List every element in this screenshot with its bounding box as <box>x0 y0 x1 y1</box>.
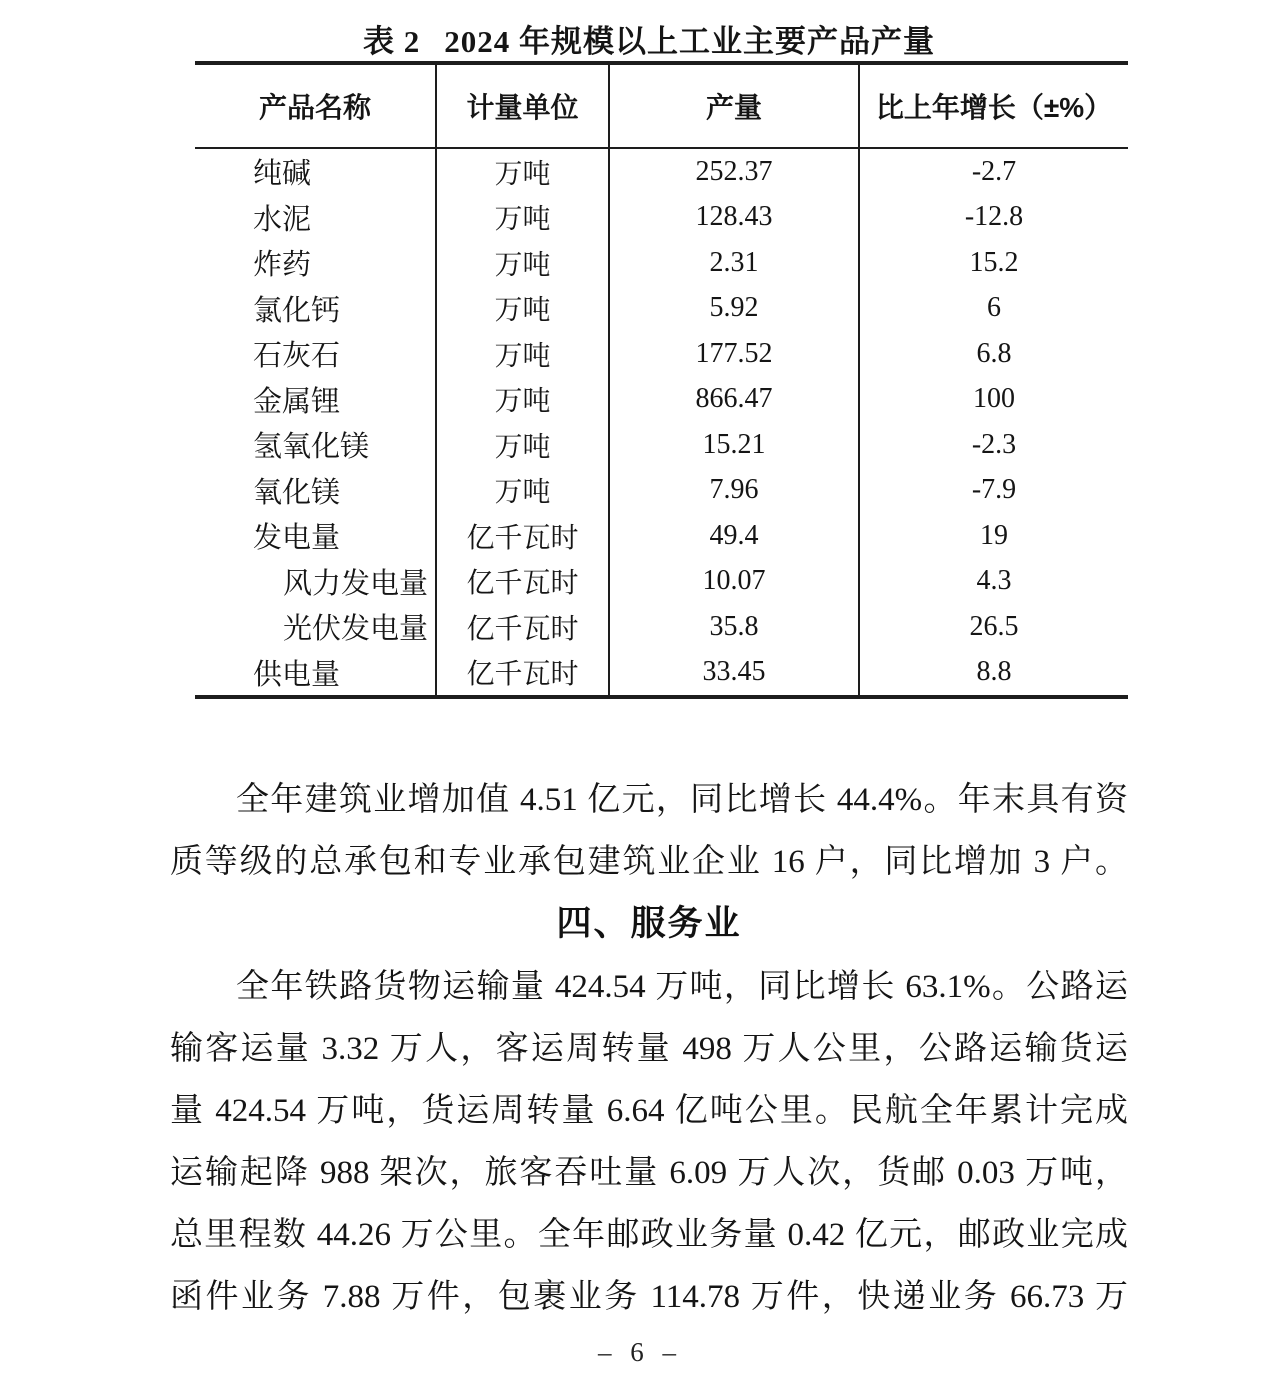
text-line: 总里程数 44.26 万公里。全年邮政业务量 0.42 亿元，邮政业完成 <box>170 1217 1128 1253</box>
growth-value: 6.8 <box>976 337 1012 369</box>
text-line: 输客运量 3.32 万人，客运周转量 498 万人公里，公路运输货运 <box>170 1031 1128 1067</box>
product-name: 氯化钙 <box>195 286 437 332</box>
output-value: 866.47 <box>610 377 860 423</box>
output-value: 252.37 <box>610 149 860 195</box>
product-name: 纯碱 <box>195 149 437 195</box>
table-row <box>195 195 1128 241</box>
paragraph-construction <box>170 769 1128 893</box>
growth-value: 4.3 <box>976 565 1012 597</box>
product-name: 石灰石 <box>195 331 437 377</box>
output-value: 15.21 <box>610 422 860 468</box>
paragraph-services <box>170 956 1128 1328</box>
product-name: 炸药 <box>195 240 437 286</box>
unit: 万吨 <box>437 468 610 514</box>
output-value: 49.4 <box>610 513 860 559</box>
output-value: 7.96 <box>610 468 860 514</box>
table-row <box>195 240 1128 286</box>
output-value: 128.43 <box>610 195 860 241</box>
table-row <box>195 286 1128 332</box>
text-line: 运输起降 988 架次，旅客吞吐量 6.09 万人次，货邮 0.03 万吨， <box>170 1155 1128 1191</box>
unit: 万吨 <box>437 240 610 286</box>
growth-value: -2.3 <box>971 428 1017 460</box>
output-value: 33.45 <box>610 650 860 696</box>
product-name: 发电量 <box>195 513 437 559</box>
growth-value: 26.5 <box>969 610 1019 642</box>
growth-value: 19 <box>980 519 1008 551</box>
table-row <box>195 604 1128 650</box>
text-line: 函件业务 7.88 万件，包裹业务 114.78 万件，快递业务 66.73 万 <box>170 1279 1128 1315</box>
section-heading-services: 四、服务业 <box>556 904 742 943</box>
table-body <box>195 149 1128 695</box>
text-line: 全年铁路货物运输量 424.54 万吨，同比增长 63.1%。公路运 <box>236 969 1128 1005</box>
product-name: 金属锂 <box>195 377 437 423</box>
table-row <box>195 422 1128 468</box>
text-line: 质等级的总承包和专业承包建筑业企业 16 户，同比增加 3 户。 <box>170 844 1128 880</box>
unit: 万吨 <box>437 377 610 423</box>
page-number: – 6 – <box>598 1337 682 1367</box>
text-line: 全年建筑业增加值 4.51 亿元，同比增长 44.4%。年末具有资 <box>236 782 1128 818</box>
table-row <box>195 650 1128 696</box>
table-header-row <box>195 65 1128 149</box>
unit: 万吨 <box>437 331 610 377</box>
table-row <box>195 559 1128 605</box>
table-row <box>195 331 1128 377</box>
header-product-name: 产品名称 <box>195 65 437 147</box>
unit: 亿千瓦时 <box>437 513 610 559</box>
product-name: 水泥 <box>195 195 437 241</box>
product-name: 氧化镁 <box>195 468 437 514</box>
product-name: 氢氧化镁 <box>195 422 437 468</box>
output-value: 5.92 <box>610 286 860 332</box>
table-row <box>195 377 1128 423</box>
header-output: 产量 <box>610 65 860 147</box>
output-value: 177.52 <box>610 331 860 377</box>
header-growth: 比上年增长（±%） <box>875 92 1113 123</box>
unit: 万吨 <box>437 286 610 332</box>
production-table <box>195 61 1128 699</box>
output-value: 10.07 <box>610 559 860 605</box>
growth-value: 100 <box>973 383 1015 415</box>
table-title <box>170 16 1128 61</box>
table-row <box>195 468 1128 514</box>
unit: 亿千瓦时 <box>437 604 610 650</box>
unit: 亿千瓦时 <box>437 559 610 605</box>
text-line: 量 424.54 万吨，货运周转量 6.64 亿吨公里。民航全年累计完成 <box>170 1093 1128 1129</box>
output-value: 2.31 <box>610 240 860 286</box>
table-row <box>195 149 1128 195</box>
table-number-label: 表 2 <box>363 24 421 59</box>
unit: 万吨 <box>437 422 610 468</box>
growth-value: -2.7 <box>971 155 1017 187</box>
table-title-text: 2024 年规模以上工业主要产品产量 <box>444 24 935 59</box>
growth-value: -12.8 <box>964 201 1024 233</box>
header-unit: 计量单位 <box>437 65 610 147</box>
table-row <box>195 513 1128 559</box>
growth-value: 15.2 <box>969 246 1019 278</box>
growth-value: -7.9 <box>971 474 1017 506</box>
unit: 万吨 <box>437 195 610 241</box>
product-name: 光伏发电量 <box>195 604 437 650</box>
unit: 亿千瓦时 <box>437 650 610 696</box>
product-name: 风力发电量 <box>195 559 437 605</box>
growth-value: 8.8 <box>976 656 1012 688</box>
output-value: 35.8 <box>610 604 860 650</box>
product-name: 供电量 <box>195 650 437 696</box>
growth-value: 6 <box>987 292 1001 324</box>
unit: 万吨 <box>437 149 610 195</box>
